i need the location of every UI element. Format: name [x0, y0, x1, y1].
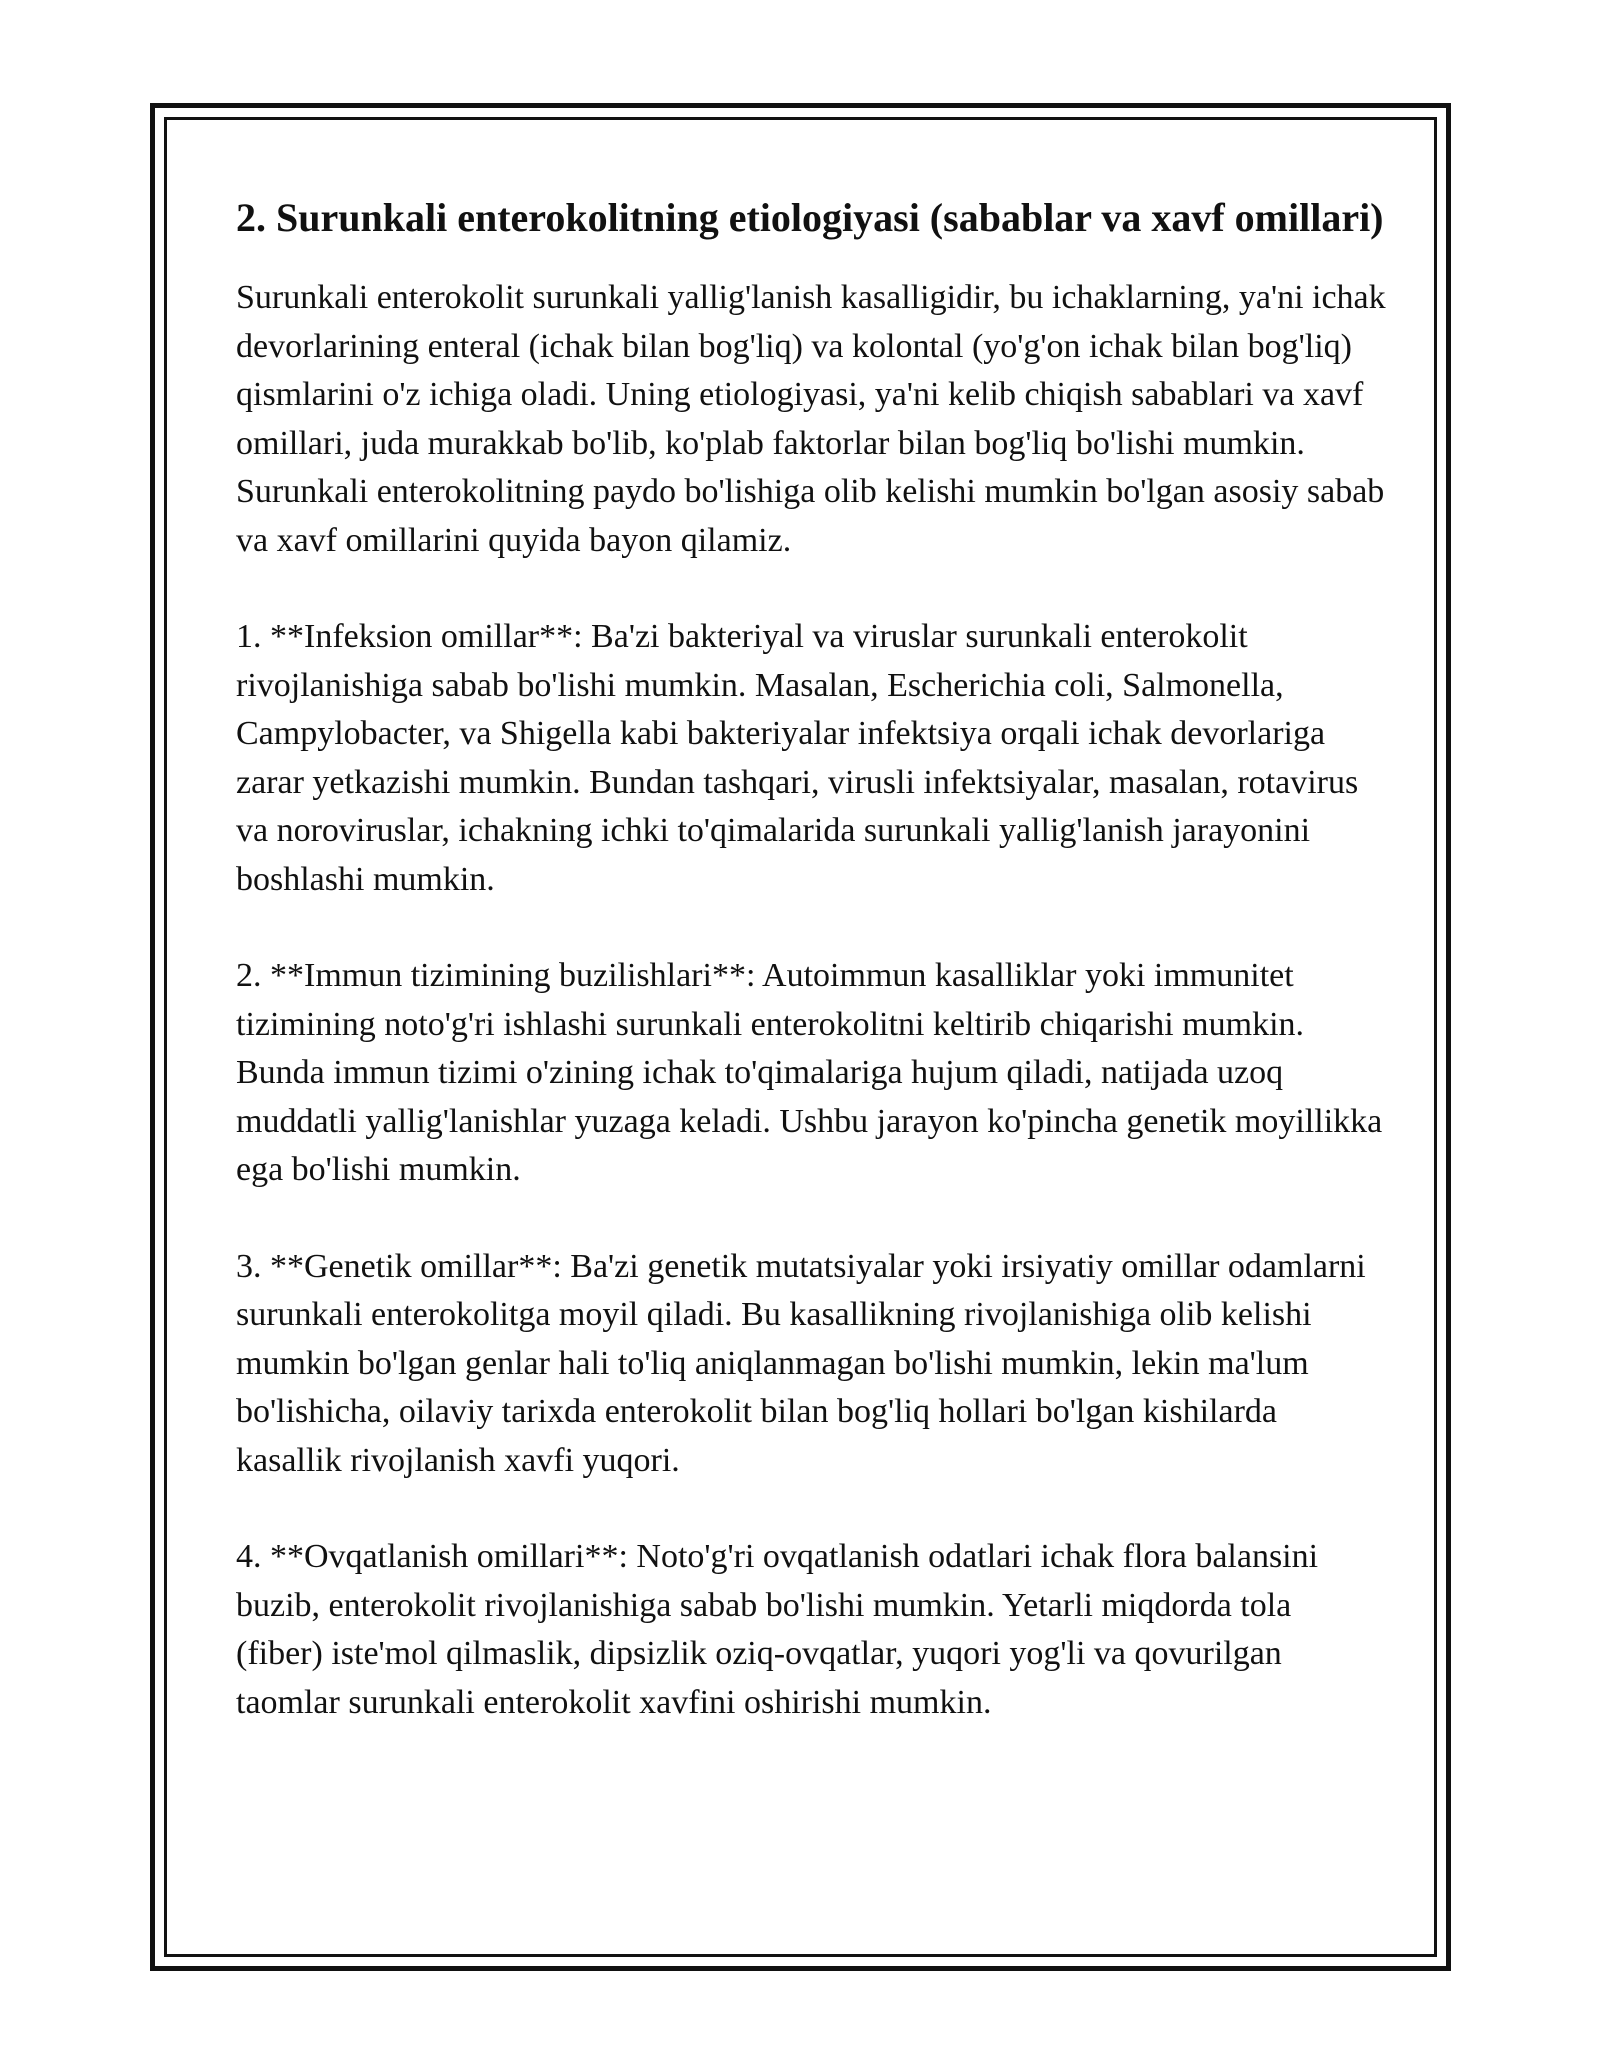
section-heading: 2. Surunkali enterokolitning etiologiyasi (sabablar va xavf omillari)	[236, 195, 1384, 240]
list-item-genetik: 3. **Genetik omillar**: Ba'zi genetik mutatsiyalar yoki irsiyatiy omillar odamlarni surunkali enterokolitga moyil qiladi. Bu kasallikning rivojlanishiga olib kelishi mumkin bo'lgan genlar hali to'liq aniqlanmagan bo'lishi mumkin, lekin ma'lum bo'lishicha, oilaviy tarixda enterokolit bilan bog'liq hollari bo'lgan kishilarda kasallik rivojlanish xavfi yuqori.	[236, 1247, 1366, 1479]
list-item-ovqatlanish: 4. **Ovqatlanish omillari**: Noto'g'ri ovqatlanish odatlari ichak flora balansini buzib, enterokolit rivojlanishiga sabab bo'lishi mumkin. Yetarli miqdorda tola (fiber) iste'mol qilmaslik, dipsizlik oziq-ovqatlar, yuqori yog'li va qovurilgan taomlar surunkali enterokolit xavfini oshirishi mumkin.	[236, 1538, 1319, 1721]
intro-paragraph: Surunkali enterokolit surunkali yallig'lanish kasalligidir, bu ichaklarning, ya'ni ichak devorlarining enteral (ichak bilan bog'liq) va kolontal (yo'g'on ichak bilan bog'liq) qismlarini o'z ichiga oladi. Uning etiologiyasi, ya'ni kelib chiqish sabablari va xavf omillari, juda murakkab bo'lib, ko'plab faktorlar bilan bog'liq bo'lishi mumkin. Surunkali enterokolitning paydo bo'lishiga olib kelishi mumkin bo'lgan asosiy sabab va xavf omillarini quyida bayon qilamiz.	[236, 279, 1386, 559]
list-item-infeksion: 1. **Infeksion omillar**: Ba'zi bakteriyal va viruslar surunkali enterokolit rivojlanishiga sabab bo'lishi mumkin. Masalan, Escherichia coli, Salmonella, Campylobacter, va Shigella kabi bakteriyalar infektsiya orqali ichak devorlariga zarar yetkazishi mumkin. Bundan tashqari, virusli infektsiyalar, masalan, rotavirus va noroviruslar, ichakning ichki to'qimalarida surunkali yallig'lanish jarayonini boshlashi mumkin.	[236, 618, 1359, 898]
document-body	[236, 188, 1386, 1775]
list-item-immun: 2. **Immun tizimining buzilishlari**: Autoimmun kasalliklar yoki immunitet tizimining noto'g'ri ishlashi surunkali enterokolitni keltirib chiqarishi mumkin. Bunda immun tizimi o'zining ichak to'qimalariga hujum qiladi, natijada uzoq muddatli yallig'lanishlar yuzaga keladi. Ushbu jarayon ko'pincha genetik moyillikka ega bo'lishi mumkin.	[236, 957, 1383, 1188]
